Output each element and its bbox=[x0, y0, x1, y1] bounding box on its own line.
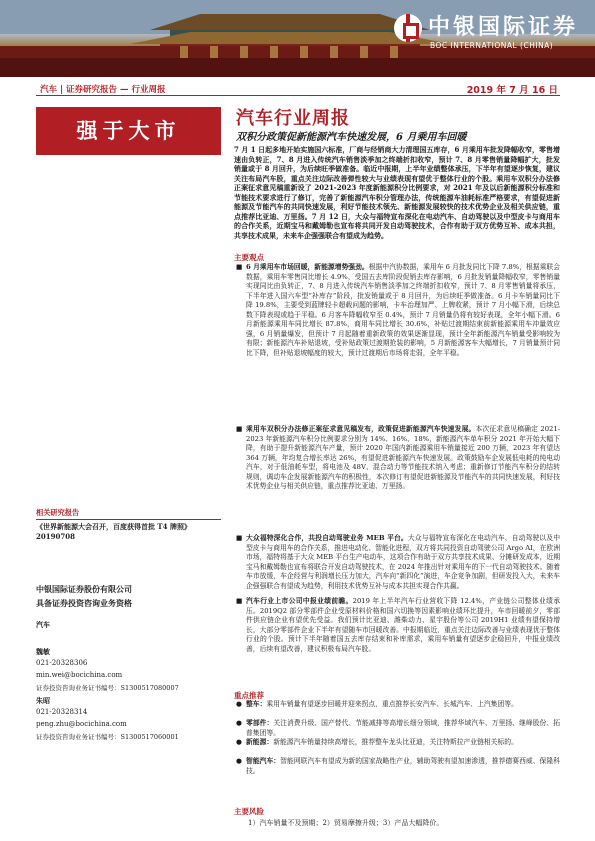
bullet-marker: ● bbox=[236, 700, 242, 708]
analyst-license: 证券投资咨询业务证书编号：S1300517080007 bbox=[36, 684, 179, 692]
focus-text: 关注消费升级、国产替代、节能减排等高增长细分领域，推荐华域汽车、万里扬、继峰股份、拓普集团等。 bbox=[246, 719, 560, 737]
bullet-marker: ■ bbox=[236, 425, 243, 433]
bullet-3 bbox=[234, 534, 560, 596]
focus-text: 新能源汽车销量持续高增长，推荐整车龙头比亚迪，关注特斯拉产业链相关标的。 bbox=[273, 738, 518, 746]
company-name: 中银国际证券股份有限公司 bbox=[36, 584, 132, 594]
focus-lead: 新能源： bbox=[246, 738, 274, 746]
analyst-name: 魏敏 bbox=[36, 647, 50, 656]
focus-item-1 bbox=[234, 700, 560, 719]
bullet-marker: ● bbox=[236, 738, 242, 746]
logo-cn-text: 中银国际证券 bbox=[428, 14, 579, 40]
analyst-name: 朱昭 bbox=[36, 696, 50, 705]
focus-lead: 智能汽车： bbox=[246, 757, 281, 765]
bullet-marker: ● bbox=[236, 757, 242, 765]
focus-item-4 bbox=[234, 757, 560, 776]
focus-item-3 bbox=[234, 738, 560, 757]
analyst-phone: 021-20328314 bbox=[36, 708, 88, 716]
bullet-marker: ■ bbox=[236, 534, 243, 542]
bullet-marker: ■ bbox=[236, 597, 243, 605]
bullet-lead: 大众福特深化合作，共投自动驾驶业务 MEB 平台。 bbox=[246, 534, 408, 542]
rating-box: 强于大市 bbox=[36, 107, 221, 155]
company-logo bbox=[388, 6, 588, 56]
bullet-4 bbox=[234, 597, 560, 689]
logo-en-text: BOC INTERNATIONAL (CHINA) bbox=[430, 41, 554, 50]
analyst-phone: 021-20328306 bbox=[36, 659, 88, 667]
bullet-text: 本次征求意见稿确定 2021-2023 年新能源汽车积分比例要求分别为 14%、16%、18%，新能源汽车单车积分 2021 年开始大幅下降，有助于提升新能源汽车产量，预计 2020 年国内新能源乘用车销量接近 200 万辆，2023 年有望达 364 万辆，年均复合增长率达 26%，有望促进新能源汽车快速发展。政策鼓励车企发展低电耗的纯电动汽车，对于低油耗车型，将电池及 48V、混合动力等节能技术纳入考虑；重新修订节能汽车积分的结转规则，调动车企发展新能源汽车的积极性，本次修订有望促进新能源及节能汽车的共同快速发展，利好技术优势企业与相关供应链，重点推荐比亚迪、万里扬。 bbox=[246, 425, 560, 491]
bullet-lead: 汽车行业上市公司中报业绩前瞻。 bbox=[246, 597, 353, 605]
bullet-text: 2019 年上半年汽车行业营收下降 12.4%，产业链公司整体业绩承压。2019Q2 部分零部件企业受原材料价格和国六切换等因素影响业绩环比提升，车市回暖前夕，零部件供应链企业有望优先受益。我们预计比亚迪、潍柴动力、星宇股份等公司 2019H1 业绩有望保持增长，大部分零部件企业下半年有望随车市回暖改善。中报期临近，重点关注边际改善与业绩表现优于整体行业的个股。预计下半年随着国五去库存结束和补库需求，乘用车销量有望逐步企稳回升，中报业绩改善，后续有望改善，建议积极布局汽车股。 bbox=[246, 597, 560, 653]
focus-text: 乘用车销量有望逐步回暖并迎来拐点，重点推荐长安汽车、长城汽车、上汽集团等。 bbox=[266, 700, 518, 708]
report-header-line bbox=[36, 82, 560, 96]
related-rule bbox=[36, 519, 221, 520]
page-title: 汽车行业周报 bbox=[236, 108, 350, 129]
bullet-lead: 乘用车双积分办法修正案征求意见稿发布，政策促进新能源汽车快速发展。 bbox=[246, 425, 476, 433]
bullet-2 bbox=[234, 425, 560, 533]
risk-list: 1）汽车销量不及预期；2）贸易摩擦升级；3）产品大幅降价。 bbox=[248, 819, 444, 827]
summary-paragraph: 7 月 1 日起多地开始实施国六标准，厂商与经销商大力清理国五库存，6 月乘用车批发降幅收窄，零售增速由负转正，7、8 月进入传统汽车销售淡季加之终端折扣收窄，预计 7、8 月零售销量降幅扩大，批发销量或于 8 月回升，为后续旺季做准备。临近中报期，上半年业绩整体承压，下半年有望逐步恢复，建议关注布局汽车股，重点关注边际改善弹性较大与业绩表现有望优于整体行业的个股。乘用车双积分办法修正案征求意见稿重新设了 2021-2023 年度新能源积分比例要求，对 2021 年及以后新能源积分标准和节能技术要求进行了修订，完善了新能源汽车积分管理办法，传统能源车油耗标准严格要求，有望促进新能源及节能汽车的共同快速发展，利好节能技术领先、新能源发展较快的技术优势企业及相关供应链，重点推荐比亚迪、万里扬。7 月 12 日，大众与福特宣布深化在电动汽车、自动驾驶以及中型皮卡与商用车的合作关系，近期宝马和戴姆勒也宣布将共同开发自动驾驶技术，合作有助于双方优势互补、成本共担，共享技术成果，未来车企强强联合有望成为趋势。 bbox=[234, 145, 560, 240]
analyst-email[interactable]: peng.zhu@bocichina.com bbox=[36, 720, 127, 728]
focus-lead: 零部件： bbox=[246, 719, 274, 727]
bullet-text: 根据中汽协数据，乘用车 6 月批发同比下降 7.8%，根据乘联会数据，乘用车零售同比增长 4.9%，受国五去库阶段促销去库存影响，6 月批发销量降幅收窄，零售销量实现同比由负转正，7、8 月进入传统汽车销售淡季加之终端折扣收窄，预计 7、8 月零售销量将承压，下半年进入国六车型“补库存”阶段，批发销量或于 8 月回升，为后续旺季做准备。6 月卡车销量同比下降 19.8%，主要受到蓝牌轻卡超载问题的影响，卡车治理加严、上牌收紧，预计 7 月小幅下滑，后续总数下降表现或趋于平稳。6 月客车降幅收窄至 0.4%，预计 7 月销量仍将有较好表现，全年小幅下滑。6 月新能源乘用车同比增长 87.8%，商用车同比增长 30.6%，补贴过渡期结束前新能源乘用车冲量效应强，6 月销量爆发，但预计 7 月起随着重新政策的效果逐渐显现，预计全年新能源汽车销量受影响较为有限；新能源汽车补贴退坡，受补贴政策过渡期抢装的影响，5 月新能源客车大幅增长，7 月销量预计同比下降，但补贴退坡幅度的较大，预计过渡期后市场将走弱，全年平稳。 bbox=[246, 263, 560, 357]
focus-item-2 bbox=[234, 719, 560, 738]
boc-logo-icon bbox=[394, 14, 422, 42]
report-date: 2019 年 7 月 16 日 bbox=[466, 85, 558, 96]
sector-label: 汽车 bbox=[36, 620, 50, 629]
bullet-lead: 6 月乘用车市场回暖，新能源增势强劲。 bbox=[246, 263, 369, 271]
related-report-link[interactable]: 《世界新能源大会召开，百度获得首批 T4 牌照》20190708 bbox=[36, 522, 191, 541]
main-points-heading: 主要观点 bbox=[234, 253, 264, 262]
bullet-1 bbox=[234, 263, 560, 425]
bullet-text: 大众与福特宣布深化在电动汽车、自动驾驶以及中型皮卡与商用车的合作关系，推进电动化、智能化进程，双方将共同投资自动驾驶公司 Argo AI，在欧洲市场，福特将基于大众 MEB 平台生产电动车，这项合作有助于双方共享技术成果、分摊研发成本，近期宝马和戴姆勒也宣布将联合开发自动驾驶技术，在 2024 年推出针对乘用车的下一代自动驾驶技术。随着车市放缓，车企经营与利润增长压力加大，汽车向“新四化”演进，车企竞争加剧，但研发投入大，未来车企强强联合有望成为趋势，利用技术优势互补与成本共担实现合作共赢。 bbox=[246, 534, 560, 590]
bullet-marker: ● bbox=[236, 719, 242, 727]
qualification: 具备证券投资咨询业务资格 bbox=[36, 598, 132, 608]
bullet-marker: ■ bbox=[236, 263, 243, 271]
related-reports-title: 相关研究报告 bbox=[36, 508, 80, 517]
focus-lead: 整车： bbox=[246, 700, 267, 708]
focus-heading: 重点推荐 bbox=[234, 691, 264, 700]
risk-heading: 主要风险 bbox=[234, 807, 264, 816]
breadcrumb: 汽车 | 证券研究报告 — 行业周报 bbox=[40, 85, 166, 95]
analyst-license: 证券投资咨询业务证书编号：S1300517060001 bbox=[36, 733, 179, 741]
page-subtitle: 双积分政策促新能源汽车快速发展，6 月乘用车回暖 bbox=[236, 132, 467, 143]
analyst-email[interactable]: min.wei@bocichina.com bbox=[36, 671, 123, 679]
header-banner bbox=[0, 0, 595, 77]
focus-text: 智能网联汽车有望成为新的国家战略性产业，辅助驾驶有望加速渗透，推荐德赛西威、保隆科技。 bbox=[246, 757, 560, 775]
